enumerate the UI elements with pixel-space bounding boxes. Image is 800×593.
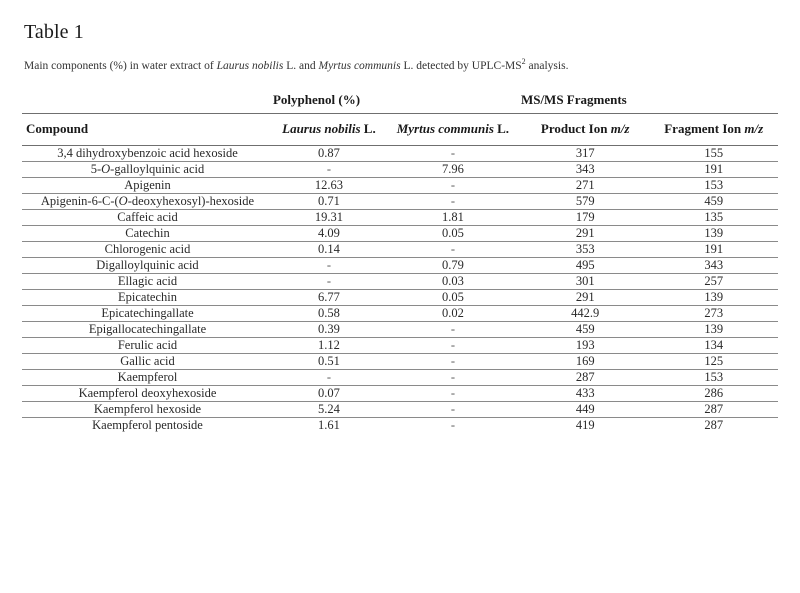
cell-laurus-value: - <box>273 162 385 178</box>
compound-name-pre: Gallic acid <box>120 354 175 369</box>
table-head <box>22 92 778 146</box>
cell-product-ion: 343 <box>521 162 650 178</box>
table-row <box>22 290 778 306</box>
components-table <box>22 92 778 433</box>
compound-name-pre: Ellagic acid <box>117 274 178 289</box>
compound-name-pre: 5- <box>90 162 102 177</box>
cell-myrtus-value: 1.81 <box>385 210 521 226</box>
table-row <box>22 306 778 322</box>
cell-myrtus-value: - <box>385 402 521 418</box>
compound-name-pre: Chlorogenic acid <box>104 242 191 257</box>
cell-myrtus-value: 7.96 <box>385 162 521 178</box>
cell-myrtus-value: - <box>385 194 521 210</box>
compound-name-pre: Catechin <box>125 226 170 241</box>
cell-laurus-value: 1.12 <box>273 338 385 354</box>
compound-name-pre: Digalloylquinic acid <box>96 258 199 273</box>
table-row <box>22 274 778 290</box>
caption-part-2: L. and <box>283 60 319 72</box>
cell-compound <box>22 354 273 370</box>
cell-laurus-value: 1.61 <box>317 418 340 433</box>
compound-name-pre: Caffeic acid <box>117 210 178 225</box>
cell-compound <box>22 306 273 322</box>
caption-part-4: analysis. <box>525 60 569 72</box>
cell-laurus-value: 0.58 <box>273 306 385 322</box>
cell-product-ion: 419 <box>575 418 595 433</box>
cell-fragment-ion: 286 <box>649 386 778 402</box>
cell-laurus-value: 5.24 <box>273 402 385 418</box>
caption-part-1: Main components (%) in water extract of <box>24 60 217 72</box>
cell-compound <box>22 226 273 242</box>
compound-name-pre: Ferulic acid <box>117 338 178 353</box>
cell-laurus-value: 12.63 <box>273 178 385 194</box>
cell-compound <box>22 194 273 210</box>
cell-product-ion: 433 <box>521 386 650 402</box>
group-header-row <box>22 92 778 114</box>
table-row <box>22 386 778 402</box>
cell-laurus-value: 0.87 <box>273 146 385 162</box>
cell-myrtus-value: - <box>385 178 521 194</box>
column-header-fragment-mz: m/z <box>744 121 764 137</box>
cell-myrtus-value: 0.03 <box>385 274 521 290</box>
cell-compound <box>22 210 273 226</box>
compound-name-pre: Kaempferol deoxyhexoside <box>78 386 217 401</box>
cell-compound <box>22 258 273 274</box>
cell-compound <box>22 386 273 402</box>
compound-name-post: -deoxyhexosyl)-hexoside <box>127 194 255 209</box>
cell-fragment-ion: 125 <box>649 354 778 370</box>
cell-fragment-ion: 135 <box>649 210 778 226</box>
cell-laurus-value: 0.07 <box>273 386 385 402</box>
cell-fragment-ion: 287 <box>704 418 724 433</box>
column-header-fragment-prefix: Fragment Ion <box>664 121 745 137</box>
table-caption <box>24 58 778 74</box>
cell-laurus-value: 4.09 <box>273 226 385 242</box>
cell-myrtus-value: - <box>385 146 521 162</box>
table-row <box>22 210 778 226</box>
cell-compound <box>22 178 273 194</box>
cell-fragment-ion: 191 <box>649 242 778 258</box>
cell-laurus-value: 0.14 <box>273 242 385 258</box>
cell-product-ion: 317 <box>521 146 650 162</box>
compound-name-pre: Kaempferol hexoside <box>93 402 202 417</box>
table-row <box>22 146 778 162</box>
table-row <box>22 338 778 354</box>
compound-name-pre: Epicatechin <box>117 290 177 305</box>
cell-myrtus-value: - <box>385 242 521 258</box>
page-title: Table 1 <box>24 21 84 43</box>
column-header-row <box>22 114 778 146</box>
cell-compound <box>22 162 273 178</box>
cell-fragment-ion: 273 <box>649 306 778 322</box>
cell-laurus-value: 6.77 <box>273 290 385 306</box>
column-header-myrtus-communis <box>385 114 521 146</box>
group-header-msms: MS/MS Fragments <box>520 92 627 108</box>
cell-fragment-ion: 343 <box>649 258 778 274</box>
cell-laurus-value: - <box>273 274 385 290</box>
compound-name-pre: Apigenin-6-C-( <box>40 194 119 209</box>
cell-laurus-value: - <box>273 370 385 386</box>
cell-compound <box>22 370 273 386</box>
cell-fragment-ion: 257 <box>649 274 778 290</box>
compound-name-pre: Epicatechingallate <box>101 306 194 321</box>
column-header-laurus-suffix: L. <box>360 121 376 137</box>
caption-species-myrtus: Myrtus communis <box>318 60 401 72</box>
table-row <box>22 226 778 242</box>
compound-name-italic: O <box>101 162 111 177</box>
cell-product-ion: 193 <box>521 338 650 354</box>
cell-compound <box>22 274 273 290</box>
column-header-laurus-nobilis <box>273 114 385 146</box>
column-header-product-prefix: Product Ion <box>540 121 611 137</box>
table-body <box>22 146 778 434</box>
caption-part-3: L. detected by UPLC-MS <box>400 60 522 72</box>
cell-fragment-ion: 139 <box>649 322 778 338</box>
group-header-spacer <box>22 92 273 114</box>
cell-fragment-ion: 459 <box>649 194 778 210</box>
column-header-myrtus-suffix: L. <box>493 121 510 137</box>
cell-laurus-value: - <box>273 258 385 274</box>
cell-fragment-ion: 155 <box>649 146 778 162</box>
compound-name-pre: Kaempferol <box>117 370 178 385</box>
table-row <box>22 162 778 178</box>
compound-name-italic: O <box>118 194 128 209</box>
column-header-laurus-italic: Laurus nobilis <box>282 121 361 137</box>
cell-fragment-ion: 139 <box>649 226 778 242</box>
table-row <box>22 322 778 338</box>
table-row <box>22 178 778 194</box>
cell-product-ion: 179 <box>521 210 650 226</box>
cell-fragment-ion: 139 <box>649 290 778 306</box>
cell-fragment-ion: 153 <box>649 178 778 194</box>
cell-myrtus-value: - <box>385 338 521 354</box>
caption-superscript: 2 <box>521 57 526 67</box>
cell-fragment-ion: 287 <box>649 402 778 418</box>
caption-species-laurus: Laurus nobilis <box>216 60 284 72</box>
cell-fragment-ion: 134 <box>649 338 778 354</box>
cell-product-ion: 442.9 <box>521 306 650 322</box>
compound-name-pre: 3,4 dihydroxybenzoic acid hexoside <box>57 146 238 161</box>
column-header-product-ion <box>521 114 650 146</box>
cell-compound <box>22 146 273 162</box>
column-header-myrtus-italic: Myrtus communis <box>396 121 494 137</box>
cell-myrtus-value: 0.05 <box>385 290 521 306</box>
cell-compound <box>22 242 273 258</box>
cell-fragment-ion: 191 <box>649 162 778 178</box>
cell-compound <box>22 418 273 434</box>
cell-myrtus-value: - <box>385 386 521 402</box>
cell-product-ion: 169 <box>521 354 650 370</box>
cell-myrtus-value: - <box>450 418 455 433</box>
cell-myrtus-value: 0.02 <box>385 306 521 322</box>
cell-fragment-ion: 153 <box>649 370 778 386</box>
compound-name-pre: Apigenin <box>124 178 171 193</box>
cell-product-ion: 579 <box>521 194 650 210</box>
column-header-product-mz: m/z <box>610 121 630 137</box>
cell-product-ion: 291 <box>521 290 650 306</box>
cell-compound <box>22 402 273 418</box>
cell-product-ion: 459 <box>521 322 650 338</box>
table-row <box>22 242 778 258</box>
cell-product-ion: 301 <box>521 274 650 290</box>
cell-myrtus-value: - <box>385 322 521 338</box>
cell-product-ion: 271 <box>521 178 650 194</box>
table-row <box>22 370 778 386</box>
group-header-polyphenol: Polyphenol (%) <box>272 92 361 108</box>
column-header-compound: Compound <box>22 114 273 146</box>
cell-product-ion: 449 <box>521 402 650 418</box>
cell-compound <box>22 322 273 338</box>
cell-myrtus-value: 0.05 <box>385 226 521 242</box>
table-row <box>22 258 778 274</box>
cell-compound <box>22 290 273 306</box>
cell-myrtus-value: - <box>385 370 521 386</box>
cell-laurus-value: 19.31 <box>273 210 385 226</box>
cell-compound <box>22 338 273 354</box>
compound-name-pre: Kaempferol pentoside <box>92 418 203 433</box>
cell-laurus-value: 0.39 <box>273 322 385 338</box>
cell-laurus-value: 0.51 <box>273 354 385 370</box>
cell-product-ion: 353 <box>521 242 650 258</box>
table-row <box>22 402 778 418</box>
compound-name-post: -galloylquinic acid <box>110 162 205 177</box>
cell-product-ion: 291 <box>521 226 650 242</box>
compound-name-pre: Epigallocatechingallate <box>88 322 207 337</box>
cell-product-ion: 287 <box>521 370 650 386</box>
cell-myrtus-value: 0.79 <box>385 258 521 274</box>
cell-laurus-value: 0.71 <box>273 194 385 210</box>
table-row <box>22 418 778 434</box>
cell-product-ion: 495 <box>521 258 650 274</box>
table-row <box>22 194 778 210</box>
column-header-fragment-ion <box>649 114 778 146</box>
cell-myrtus-value: - <box>385 354 521 370</box>
table-row <box>22 354 778 370</box>
